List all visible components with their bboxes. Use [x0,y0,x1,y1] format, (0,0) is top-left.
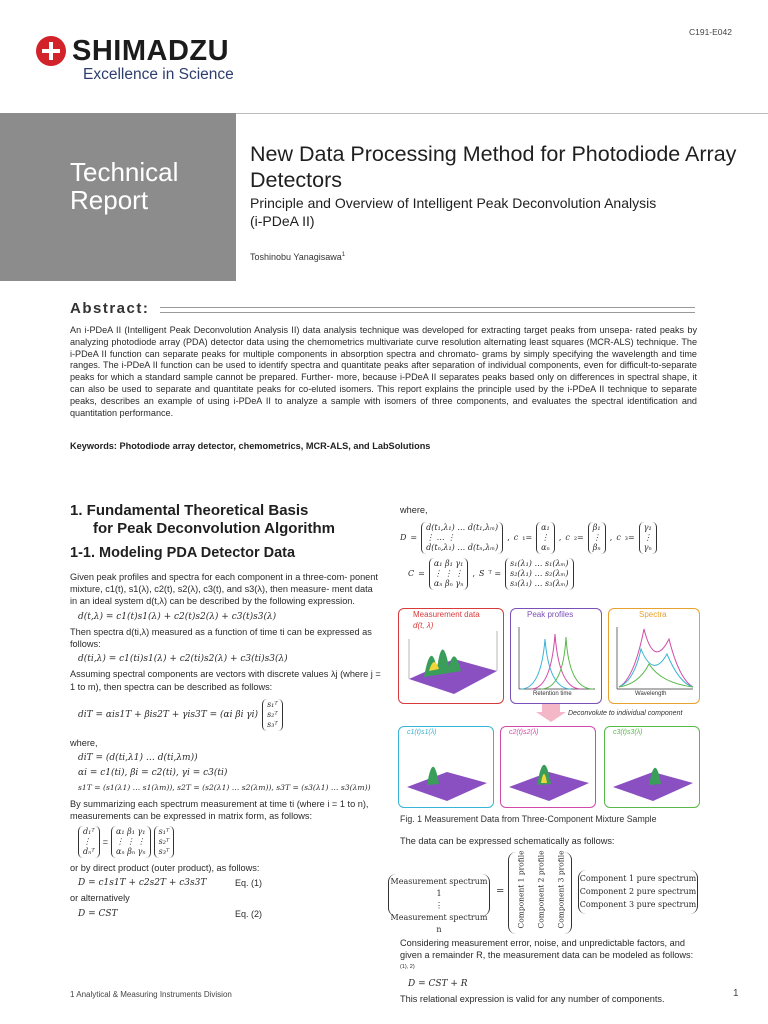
author [250,252,345,262]
arrow-label: Deconvolute to individual component [568,710,683,717]
equation: d(ti,λ) = c1(ti)s1(λ) + c2(ti)s2(λ) + c3(ti)s3(λ) [78,654,288,665]
schematic-intro: The data can be expressed schematically as follows: [400,836,615,846]
equation-text: D = c1s1T + c2s2T + c3s3T [78,878,207,889]
axis-label: Retention time [533,691,572,697]
axis-label: Wavelength [635,691,667,697]
equation [70,699,382,731]
shimadzu-logo-icon [36,36,66,66]
equation-number: Eq. (1) [234,878,262,889]
spectra-panel [608,608,700,704]
right-column [400,504,700,590]
profile-label: Component 1 profile [516,850,526,929]
equation-number: Eq. (2) [234,908,262,919]
panel-title: c1(t)s1(λ) [407,729,437,736]
pure-spectrum-matrix [578,870,698,914]
report-type-label [70,158,178,214]
peak-profiles-panel [510,608,602,704]
main-title: New Data Processing Method for Photodiode Array Detectors [250,142,737,192]
profile-label: Component 3 profile [556,850,566,929]
panel-title: Peak profiles [527,610,574,619]
matrix: α₁ β₁ γ₁ ⋮ ⋮ ⋮ αₙ βₙ γₙ [111,826,151,858]
subtitle: Principle and Overview of Intelligent Peak Deconvolution Analysis (i-PDeA II) [250,195,657,229]
page-number: 1 [733,988,739,999]
equation-1 [70,877,382,889]
profile-matrix [508,852,572,934]
matrix: s₁ᵀ s₂ᵀ s₃ᵀ [154,826,175,858]
pure-label: Component 2 pure spectrum [579,887,697,896]
report-type-line1: Technical [70,157,179,187]
figure-caption: Fig. 1 Measurement Data from Three-Component Mixture Sample [400,814,657,824]
reference-mark: (1), 2) [400,964,415,970]
measurement-matrix: Measurement spectrum 1 ⋮ Measurement spectrum n [388,874,490,916]
panel-title: Measurement data [413,610,480,619]
document-number: C191-E042 [688,27,732,37]
meas-label: Measurement spectrum n [390,913,488,934]
profile-label: Component 2 profile [536,850,546,929]
measurement-3d-plot [399,609,503,703]
paragraph: or alternatively [70,893,130,904]
matrix-definitions: D = d(t₁,λ₁) … d(t₁,λₘ) ⋮ … ⋮ d(tₙ,λ₁) … d(tₙ,λₘ) , c ₁= α₁ ⋮ αₙ , c ₂= β₁ ⋮ βₙ , c ₃= γ₁ ⋮ γₙ [400,522,700,554]
equation: αi = c1(ti), βi = c2(ti), γi = c3(ti) [78,768,228,779]
keywords: Keywords: Photodiode array detector, chemometrics, MCR-ALS, and LabSolutions [70,441,431,451]
section-heading-line2: for Peak Deconvolution Algorithm [93,520,335,537]
paragraph: Given peak profiles and spectra for each component in a three-com- ponent mixture, c1(t), s1(λ), c2(t), s2(λ), c3(t), and s3(λ), then measure- ment data in an ideal system d(t,λ) can be described by the following expression. [70,572,378,607]
equation-2 [70,908,382,920]
tagline: Excellence in Science [83,66,234,83]
paragraph: Then spectra d(ti,λ) measured as a function of time ti can be expressed as follows: [70,626,372,650]
equation: diT = (d(ti,λ1) … d(ti,λm)) [78,753,198,764]
paragraph: By summarizing each spectrum measurement at time ti (where i = 1 to n), measurements can be expressed in matrix form, as follows: [70,798,369,821]
right-text-end [400,937,700,1005]
matrix-equation: d₁ᵀ ⋮ dₙᵀ = α₁ β₁ γ₁ ⋮ ⋮ ⋮ αₙ βₙ γₙ s₁ᵀ s₂ᵀ s₃ᵀ [70,826,382,858]
panel-subtitle: d(t, λ) [413,621,434,630]
section-heading-line1: 1. Fundamental Theoretical Basis [70,502,309,519]
component-1-panel [398,726,494,808]
measurement-data-panel [398,608,504,704]
figure-1 [398,608,698,808]
abstract-text: An i-PDeA II (Intelligent Peak Deconvolution Analysis II) data analysis technique was developed for extracting target peaks from unsepa- rated peaks by analyzing photodiode array (PDA) detector data using the chemometrics multivariate curve resolution alternating least squares (MCR-ALS) technique. The i-PDeA II function can separate peaks for multiple components in absorption spectra and chromato- grams by simply specifying the wavelength and time ranges. The i-PDeA II function can be used to identify spectra and quantitate peaks after separation of individual components, even for difficult-to-separate peaks for which a standard sample cannot be prepared. Further- more, because i-PDeA II separates peaks based only on differences in spectral shape, it can also be used to separate and quantitate peaks for co-eluted isomers. This report explains the principle used by the i-PDeA II technique to separate peaks, describes an example of using i-PDeA II to analyze a sample with isomers of three components, and evaluates the spectral identification and quantitation performance. [70,325,697,418]
report-type-line2: Report [70,185,149,215]
matrix-definitions-2: C = α₁ β₁ γ₁ ⋮ ⋮ ⋮ αₙ βₙ γₙ , S ᵀ = s₁(λ₁) … s₁(λₘ) s₂(λ₁) … s₂(λₘ) s₃(λ₁) … s₃(λₘ) [400,558,700,590]
left-column-body [70,571,382,923]
header-divider [236,113,768,114]
equation-text: D = CST [78,908,118,919]
matrix: s₁ᵀ s₂ᵀ s₃ᵀ [262,699,283,731]
paragraph: This relational expression is valid for any number of components. [400,994,665,1005]
meas-label: Measurement spectrum 1 [390,877,488,898]
down-arrow-icon [536,704,566,722]
paragraph-text: Considering measurement error, noise, and unpredictable factors, and given a remainder R, the measurement data can be modeled as follows: [400,938,694,960]
paragraph: where, [70,737,98,748]
paragraph [400,937,700,975]
component-2-plot [501,727,595,807]
matrix: d₁ᵀ ⋮ dₙᵀ [78,826,100,858]
component-3-panel [604,726,700,808]
pure-label: Component 1 pure spectrum [579,874,697,883]
panel-title: Spectra [639,610,667,619]
abstract-rule [160,307,695,313]
paragraph: or by direct product (outer product), as follows: [70,863,260,874]
peak-profiles-plot [511,609,601,703]
spectra-plot [609,609,699,703]
pure-label: Component 3 pure spectrum [579,900,697,909]
shimadzu-logo [36,35,229,67]
author-footnote-mark: 1 [341,252,346,258]
brand-name: SHIMADZU [72,34,230,67]
subsection-heading: 1-1. Modeling PDA Detector Data [70,545,296,561]
panel-title: c2(t)s2(λ) [509,729,539,736]
equation-text: diT = αis1T + βis2T + γis3T = (αi βi γi) [78,709,259,720]
component-1-plot [399,727,493,807]
component-3-plot [605,727,699,807]
schematic-equation: Measurement spectrum 1 ⋮ Measurement spectrum n = Component 1 profile Component 2 profile Component 3 profile Component 1 pure spectrum Component 2 pure spectrum Component 3 pure spectrum [388,852,698,934]
abstract-heading: Abstract: [70,300,150,317]
equation: D = CST + R [408,979,468,990]
where-label: where, [400,505,428,515]
paragraph: Assuming spectral components are vectors with discrete values λj (where j = 1 to m), then spectra can be described as follows: [70,669,381,692]
equation: s1T = (s1(λ1) … s1(λm)), s2T = (s2(λ1) … s2(λm)), s3T = (s3(λ1) … s3(λm)) [78,783,371,793]
section-heading [70,502,390,538]
panel-title: c3(t)s3(λ) [613,729,643,736]
footnote: 1 Analytical & Measuring Instruments Division [70,990,232,999]
equation: d(t,λ) = c1(t)s1(λ) + c2(t)s2(λ) + c3(t)s3(λ) [78,611,277,622]
component-2-panel [500,726,596,808]
author-name: Toshinobu Yanagisawa [250,252,342,262]
